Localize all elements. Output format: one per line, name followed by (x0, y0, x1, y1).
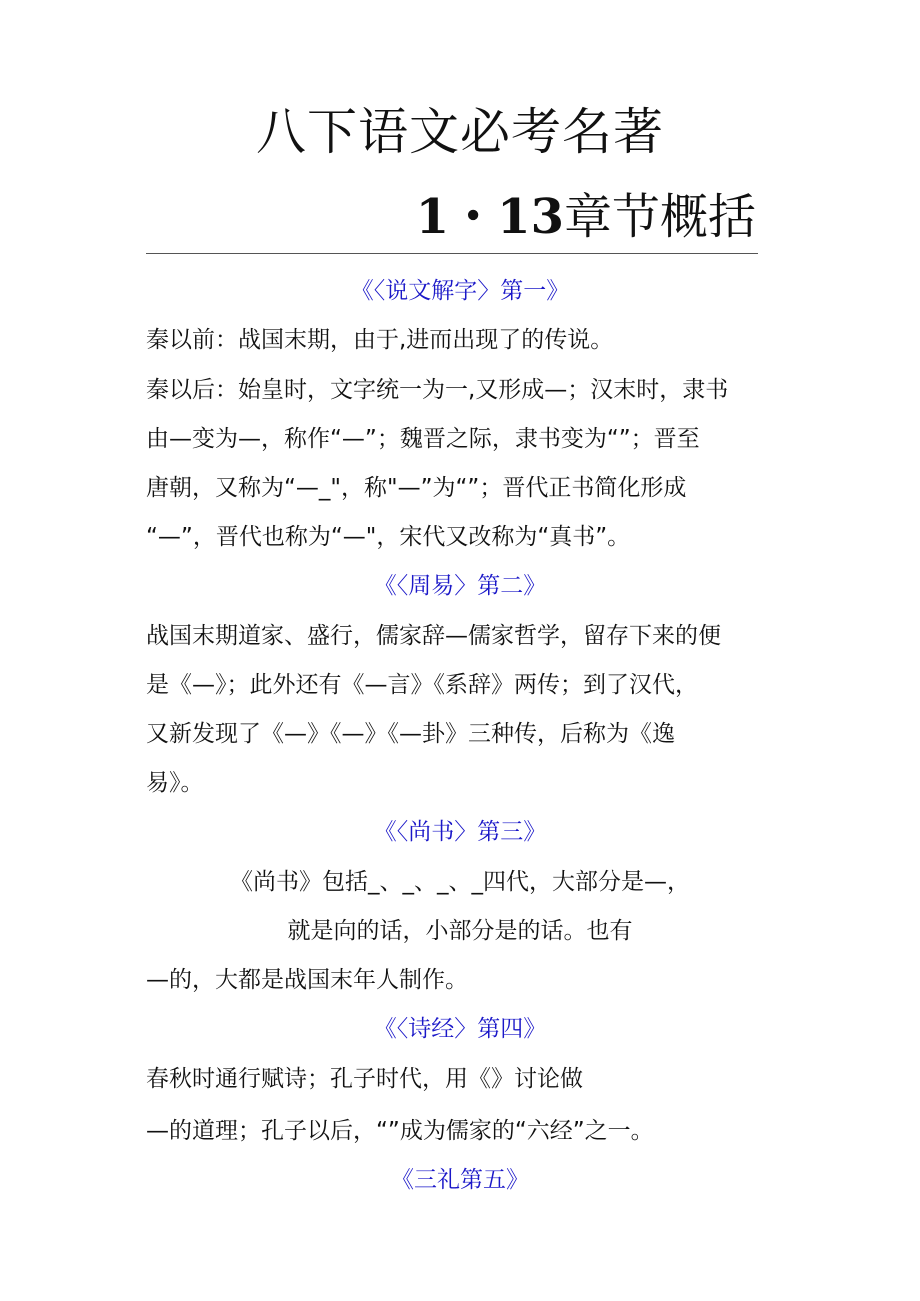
section-text-line: 战国末期道家、盛行，儒家辞—儒家哲学，留存下来的便 (146, 623, 721, 649)
section-text-line: —的道理；孔子以后，“”成为儒家的“六经”之一。 (146, 1118, 654, 1144)
subtitle-number: 1・13 (415, 189, 564, 245)
subtitle-text: 章节概括 (563, 189, 756, 245)
section-text-line: 由—变为—，称作“—”；魏晋之际，隶书变为“”；晋至 (146, 426, 700, 452)
section-text-line: 又新发现了《—》《—》《—卦》三种传，后称为《逸 (146, 721, 675, 747)
section-text-line: 秦以前：战国末期，由于,进而出现了的传说。 (146, 327, 614, 353)
section-text-line: 易》。 (146, 770, 204, 796)
section-text-line: 春秋时通行赋诗；孔子时代，用《》讨论做 (146, 1066, 583, 1092)
section-text-line: 是《—》；此外还有《—言》《系辞》两传；到了汉代， (146, 672, 698, 698)
section-text-line: 《尚书》包括_、_、_、_四代，大部分是—， (230, 869, 690, 895)
section-title: 《三礼第五》 (391, 1167, 529, 1193)
section-text-line: 秦以后：始皇时，文字统一为一,又形成—；汉末时，隶书 (146, 377, 729, 403)
section-title: 《〈诗经〉第四》 (373, 1016, 547, 1042)
section-text-line: 就是向的话，小部分是的话。也有 (287, 918, 633, 944)
title-divider (146, 253, 758, 254)
document-subtitle (416, 186, 756, 248)
section-text-line: 唐朝，又称为“—_"，称"—”为“”；晋代正书简化形成 (146, 475, 687, 501)
section-text-line: —的，大都是战国末年人制作。 (146, 967, 468, 993)
section-title: 《〈说文解字〉第一》 (350, 278, 570, 304)
section-text-line: “—”，晋代也称为“—"，宋代又改称为“真书”。 (146, 524, 631, 550)
section-title: 《〈周易〉第二》 (373, 573, 547, 599)
section-title: 《〈尚书〉第三》 (373, 819, 547, 845)
document-title: 八下语文必考名著 (256, 103, 664, 161)
